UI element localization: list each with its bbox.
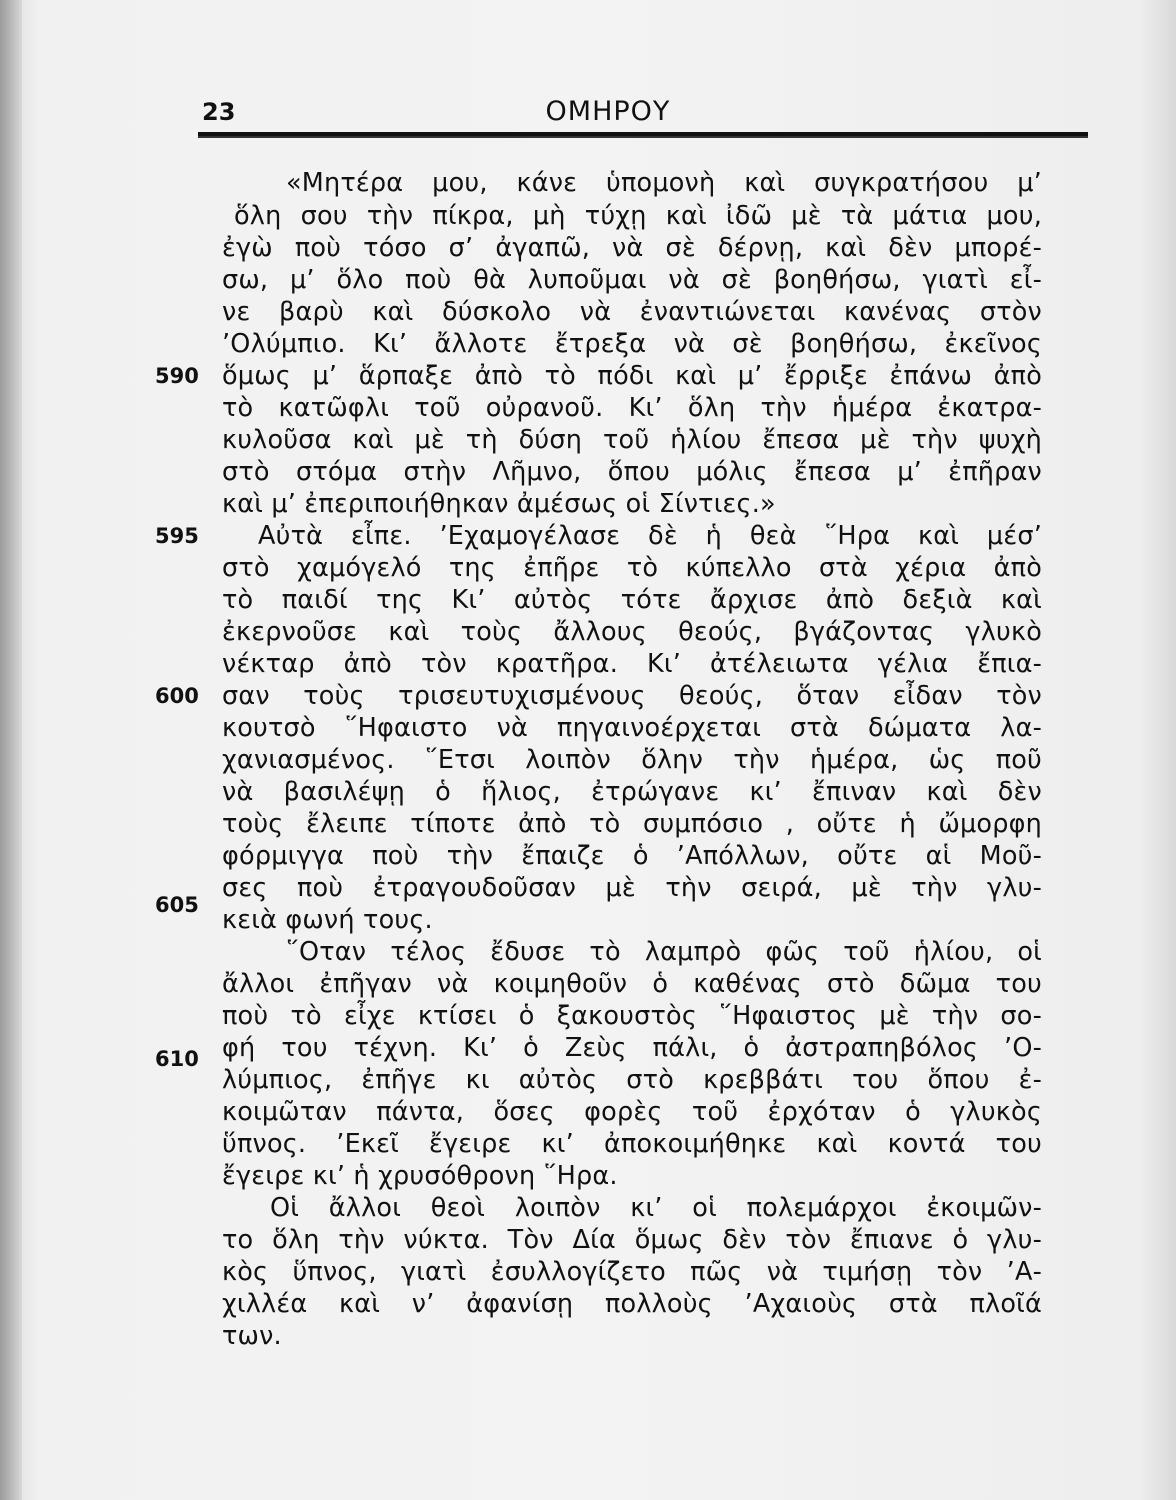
text-line: κυλοῦσα καὶ μὲ τὴ δύση τοῦ ἡλίου ἔπεσα μὲ τὴν ψυχὴ	[222, 425, 1042, 455]
running-head: ΟΜΗΡΟΥ	[545, 96, 671, 127]
text-line: ἐγὼ ποὺ τόσο σ’ ἀγαπῶ, νὰ σὲ δέρνῃ, καὶ δὲν μπορέ-	[222, 233, 1042, 263]
text-line: νέκταρ ἀπὸ τὸν κρατῆρα. Κι’ ἀτέλειωτα γέλια ἔπια-	[222, 649, 1042, 679]
page-number: 23	[202, 98, 236, 126]
text-line: κειὰ φωνή τους.	[222, 905, 433, 935]
text-line: στὸ χαμόγελό της ἐπῆρε τὸ κύπελλο στὰ χέρια ἀπὸ	[222, 553, 1042, 583]
text-line: ποὺ τὸ εἶχε κτίσει ὁ ξακουστὸς ῞Ηφαιστος μὲ τὴν σο-	[222, 1001, 1042, 1031]
line-number-595: 595	[155, 524, 199, 548]
text-line: νὰ βασιλέψῃ ὁ ἥλιος, ἐτρώγανε κι’ ἔπιναν καὶ δὲν	[222, 777, 1042, 807]
text-line: ἐκερνοῦσε καὶ τοὺς ἄλλους θεούς, βγάζοντας γλυκὸ	[222, 617, 1042, 647]
text-line: ἔγειρε κι’ ἡ χρυσόθρονη ῞Ηρα.	[222, 1161, 618, 1191]
text-line: ὅμως μ’ ἅρπαξε ἀπὸ τὸ πόδι καὶ μ’ ἔρριξε ἐπάνω ἀπὸ	[222, 361, 1042, 391]
text-line: τὸ κατῶφλι τοῦ οὐρανοῦ. Κι’ ὅλη τὴν ἡμέρα ἐκατρα-	[222, 393, 1042, 423]
text-line: τοὺς ἔλειπε τίποτε ἀπὸ τὸ συμπόσιο , οὔτε ἡ ὤμορφη	[222, 809, 1042, 839]
line-number-605: 605	[155, 893, 199, 917]
text-line: ὅλη σου τὴν πίκρα, μὴ τύχῃ καὶ ἰδῶ μὲ τὰ μάτια μου,	[234, 201, 1042, 231]
text-line: το ὅλη τὴν νύκτα. Τὸν Δία ὅμως δὲν τὸν ἔπιανε ὁ γλυ-	[222, 1225, 1042, 1255]
text-line: φή του τέχνη. Κι’ ὁ Ζεὺς πάλι, ὁ ἀστραπηβόλος ’Ο-	[222, 1033, 1042, 1063]
text-line: σες ποὺ ἐτραγουδοῦσαν μὲ τὴν σειρά, μὲ τὴν γλυ-	[222, 873, 1042, 903]
text-line: ὕπνος. ’Εκεῖ ἔγειρε κι’ ἀποκοιμήθηκε καὶ κοντά του	[222, 1129, 1042, 1159]
text-line: κοιμῶταν πάντα, ὅσες φορὲς τοῦ ἐρχόταν ὁ γλυκὸς	[222, 1097, 1042, 1127]
line-number-600: 600	[155, 684, 199, 708]
text-line: κὸς ὕπνος, γιατὶ ἐσυλλογίζετο πῶς νὰ τιμήσῃ τὸν ’Α-	[222, 1257, 1042, 1287]
text-line: Οἱ ἄλλοι θεοὶ λοιπὸν κι’ οἱ πολεμάρχοι ἐκοιμῶν-	[270, 1193, 1042, 1223]
text-line: καὶ μ’ ἐπεριποιήθηκαν ἀμέσως οἱ Σίντιες.»	[222, 489, 776, 519]
text-line: «Μητέρα μου, κάνε ὑπομονὴ καὶ συγκρατήσου μ’	[286, 168, 1042, 198]
line-number-590: 590	[155, 364, 199, 388]
text-line: σω, μ’ ὅλο ποὺ θὰ λυποῦμαι νὰ σὲ βοηθήσω, γιατὶ εἶ-	[222, 265, 1042, 295]
text-line: χανιασμένος. ῞Ετσι λοιπὸν ὅλην τὴν ἡμέρα, ὡς ποῦ	[222, 745, 1042, 775]
text-line: φόρμιγγα ποὺ τὴν ἔπαιζε ὁ ’Απόλλων, οὔτε αἱ Μοῦ-	[222, 841, 1042, 871]
text-line: χιλλέα καὶ ν’ ἀφανίσῃ πολλοὺς ’Αχαιοὺς στὰ πλοῖά	[222, 1289, 1042, 1319]
text-line: κουτσὸ ῞Ηφαιστο νὰ πηγαινοέρχεται στὰ δώματα λα-	[222, 713, 1042, 743]
text-line: των.	[222, 1321, 282, 1351]
text-line: λύμπιος, ἐπῆγε κι αὐτὸς στὸ κρεββάτι του ὅπου ἐ-	[222, 1065, 1042, 1095]
text-line: ἄλλοι ἐπῆγαν νὰ κοιμηθοῦν ὁ καθένας στὸ δῶμα του	[222, 969, 1042, 999]
text-line: στὸ στόμα στὴν Λῆμνο, ὅπου μόλις ἔπεσα μ’ ἐπῆραν	[222, 457, 1042, 487]
text-line: ῞Οταν τέλος ἔδυσε τὸ λαμπρὸ φῶς τοῦ ἡλίου, οἱ	[286, 937, 1042, 967]
line-number-610: 610	[155, 1047, 199, 1071]
text-line: ’Ολύμπιο. Κι’ ἄλλοτε ἔτρεξα νὰ σὲ βοηθήσω, ἐκεῖνος	[222, 329, 1042, 359]
text-line: σαν τοὺς τρισευτυχισμένους θεούς, ὅταν εἶδαν τὸν	[222, 681, 1042, 711]
text-line: Αὐτὰ εἶπε. ’Εχαμογέλασε δὲ ἡ θεὰ ῞Ηρα καὶ μέσ’	[258, 521, 1042, 551]
text-line: νε βαρὺ καὶ δύσκολο νὰ ἐναντιώνεται κανένας στὸν	[222, 297, 1042, 327]
text-line: τὸ παιδί της Κι’ αὐτὸς τότε ἄρχισε ἀπὸ δεξιὰ καὶ	[222, 585, 1042, 615]
